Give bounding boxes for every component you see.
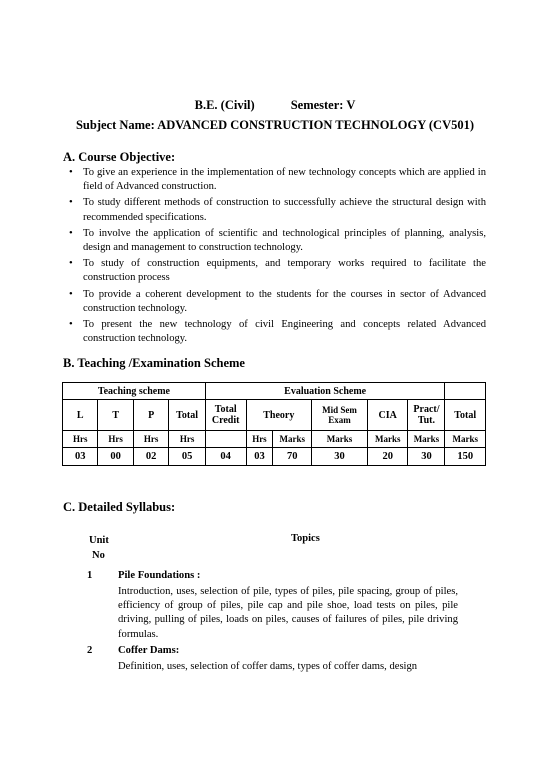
- unit-description: Definition, uses, selection of coffer dams, types of coffer dams, design: [118, 661, 418, 672]
- col-pract: [408, 400, 445, 431]
- subject-name: Subject Name: ADVANCED CONSTRUCTION TECHNOLOGY (CV501): [75, 118, 475, 132]
- evaluation-scheme-header: Evaluation Scheme: [205, 383, 445, 400]
- unit-cell: Marks: [445, 431, 486, 448]
- col-total2: Total: [445, 400, 486, 431]
- unit-cell: Marks: [312, 431, 368, 448]
- objective-item: • To study different methods of construction to successfully achieve the structural design with recommended specifications.: [63, 196, 486, 224]
- objective-item: • To present the new technology of civil Engineering and concepts related Advanced construction technology.: [63, 318, 486, 346]
- midsem-line1: Mid Sem: [322, 405, 357, 415]
- midsem-line2: Exam: [328, 415, 351, 425]
- course-name: B.E. (Civil): [194, 98, 255, 112]
- unit-header-line1: Unit: [89, 535, 109, 546]
- unit-cell: Hrs: [63, 431, 98, 448]
- unit-title: Coffer Dams:: [118, 645, 180, 656]
- course-header: [0, 98, 550, 113]
- value-cell: 05: [169, 448, 205, 466]
- section-detailed-syllabus-title: C. Detailed Syllabus:: [63, 500, 176, 514]
- value-cell: 03: [246, 448, 273, 466]
- unit-cell: Hrs: [169, 431, 205, 448]
- value-cell: 70: [273, 448, 312, 466]
- col-l: L: [63, 400, 98, 431]
- semester-label: Semester: V: [290, 98, 356, 112]
- unit-description: Introduction, uses, selection of pile, types of piles, pile spacing, group of piles, efficiency of group of piles, pile cap and pile shoe, load tests on piles, pile driving, pulling of piles, loads on piles, causes of failures of piles, pile driving formulas.: [118, 586, 458, 640]
- section-course-objective-title: A. Course Objective:: [63, 150, 176, 164]
- col-midsem: [312, 400, 368, 431]
- objective-item: • To give an experience in the implementation of new technology concepts which are applied in field of Advanced construction.: [63, 166, 486, 194]
- topics-header: Topics: [291, 533, 320, 544]
- unit-title: Pile Foundations :: [118, 570, 201, 581]
- col-p: P: [133, 400, 168, 431]
- value-cell: 20: [368, 448, 408, 466]
- unit-cell: Marks: [408, 431, 445, 448]
- scheme-table: [62, 382, 486, 466]
- objective-item: • To study of construction equipments, and temporary works required to facilitate the construction process: [63, 257, 486, 285]
- col-total-credit: [205, 400, 246, 431]
- teaching-scheme-header: Teaching scheme: [63, 383, 206, 400]
- unit-no-header: [89, 533, 109, 563]
- value-cell: 00: [98, 448, 133, 466]
- value-cell: 02: [133, 448, 168, 466]
- pract-line2: Tut.: [417, 415, 436, 426]
- unit-cell: Hrs: [133, 431, 168, 448]
- unit-header-line2: No: [92, 550, 105, 561]
- value-cell: 30: [312, 448, 368, 466]
- unit-cell: Marks: [368, 431, 408, 448]
- total-credit-line1: Total: [214, 404, 237, 415]
- value-cell: 03: [63, 448, 98, 466]
- col-t: T: [98, 400, 133, 431]
- unit-cell: Hrs: [98, 431, 133, 448]
- col-theory: Theory: [246, 400, 312, 431]
- value-cell: 30: [408, 448, 445, 466]
- section-teaching-scheme-title: B. Teaching /Examination Scheme: [63, 356, 245, 370]
- unit-number: 1: [87, 570, 93, 581]
- unit-cell: [205, 431, 246, 448]
- unit-number: 2: [87, 645, 93, 656]
- col-cia: CIA: [368, 400, 408, 431]
- total-credit-line2: Credit: [211, 415, 240, 426]
- unit-cell: Marks: [273, 431, 312, 448]
- blank-cell: [445, 383, 486, 400]
- value-cell: 150: [445, 448, 486, 466]
- objective-item: • To involve the application of scientific and technological principles of planning, analysis, design and management to construction technology.: [63, 227, 486, 255]
- value-cell: 04: [205, 448, 246, 466]
- objective-item: • To provide a coherent development to the students for the courses in sector of Advanced construction technology.: [63, 288, 486, 316]
- unit-cell: Hrs: [246, 431, 273, 448]
- col-total: Total: [169, 400, 205, 431]
- objectives-list: [63, 166, 486, 348]
- pract-line1: Pract/: [413, 404, 440, 415]
